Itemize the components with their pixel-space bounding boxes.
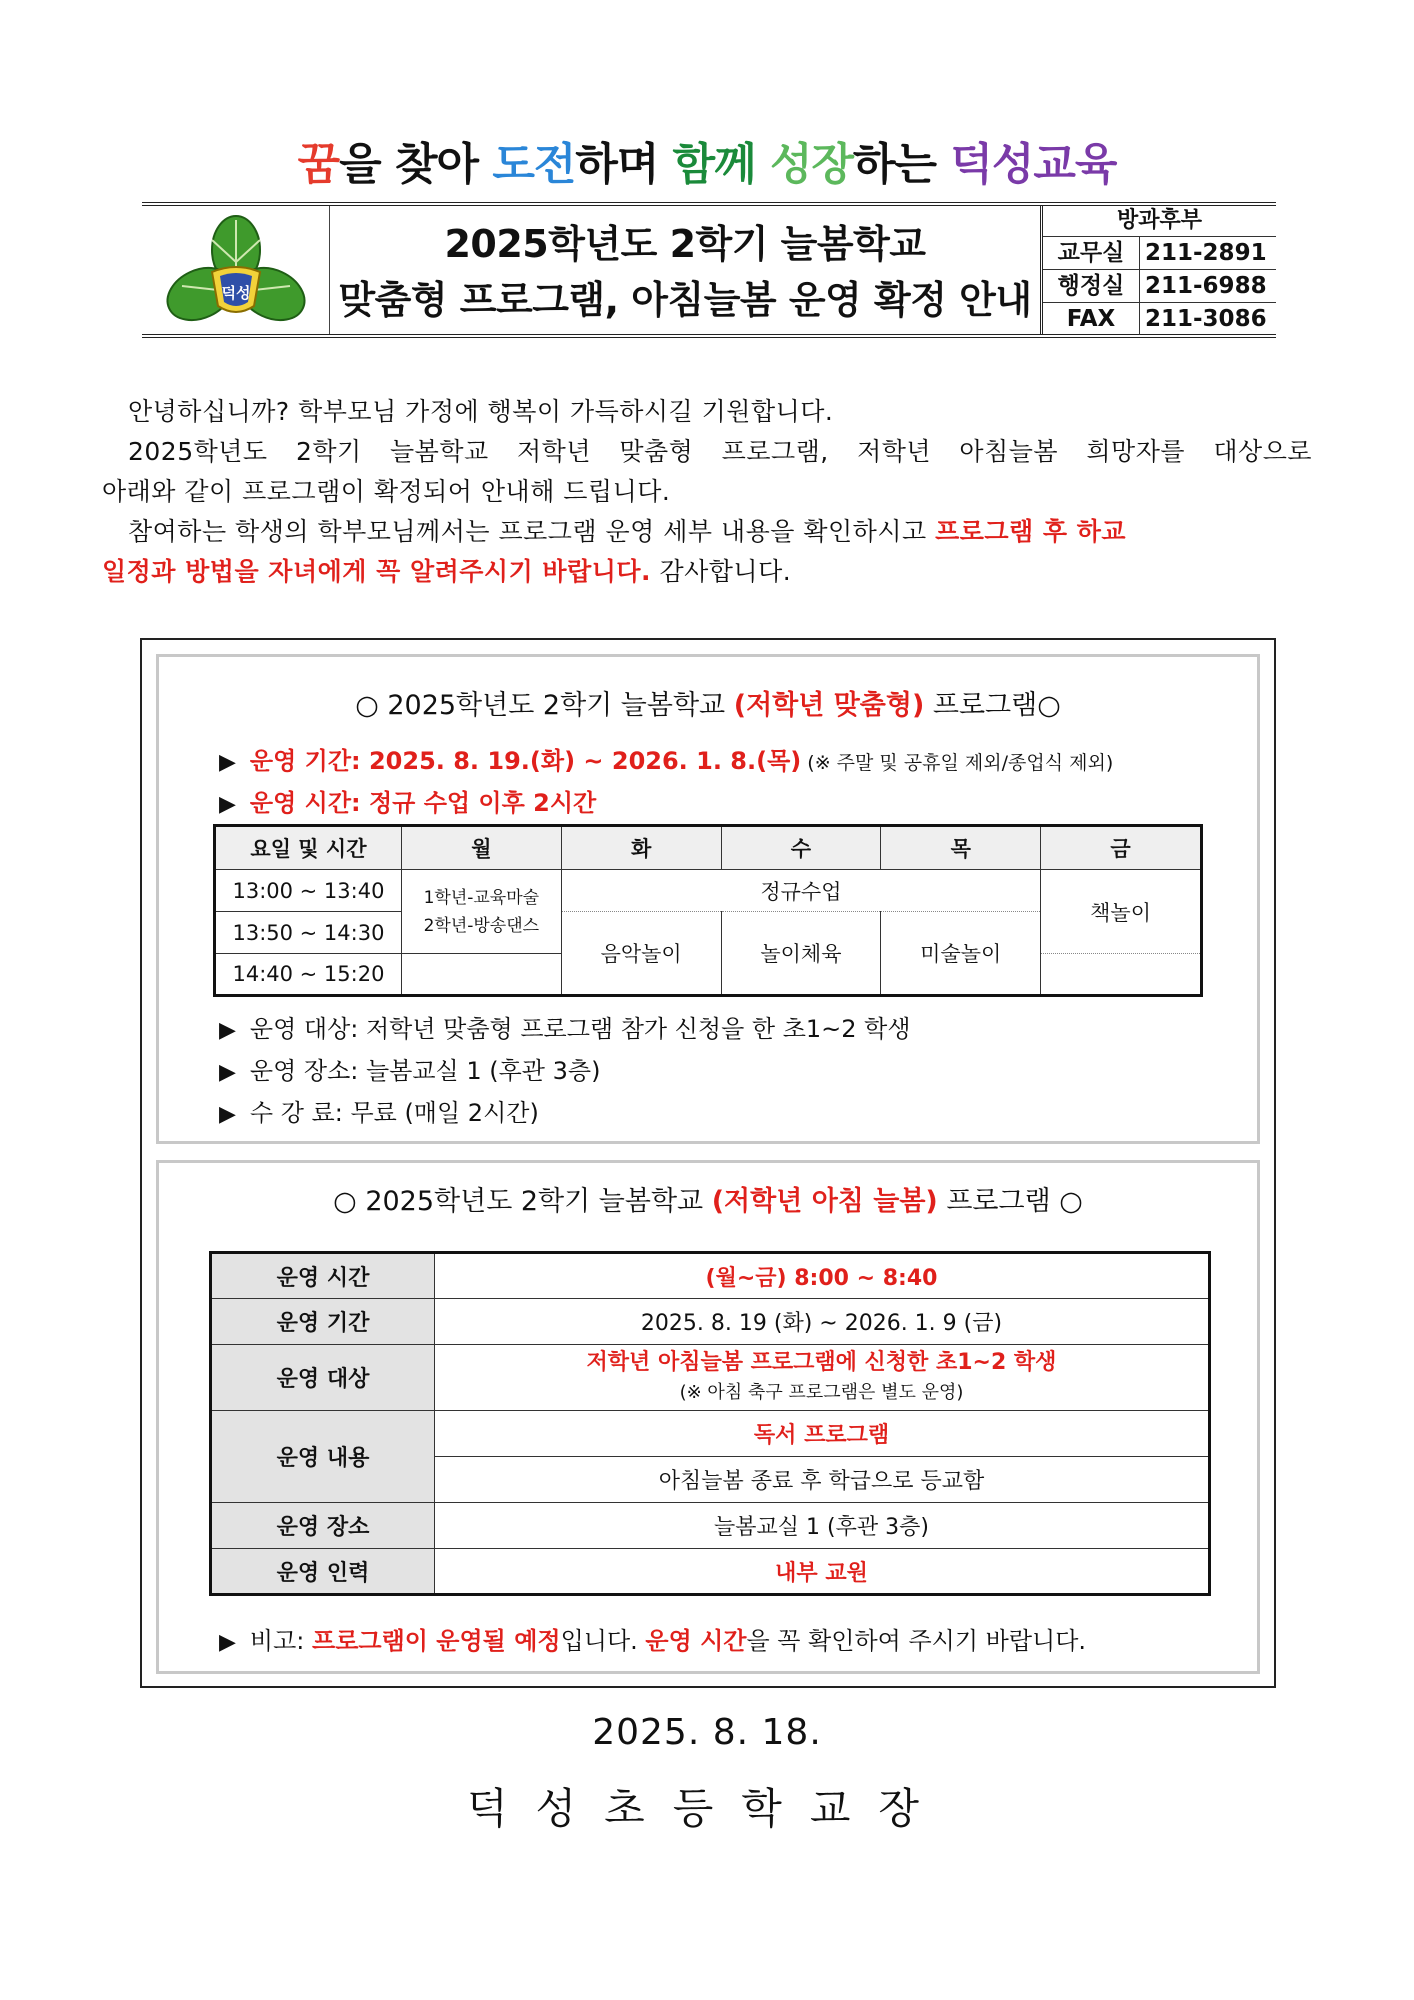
intro-line-3a bbox=[128, 512, 1312, 552]
row-label: 운영 인력 bbox=[211, 1549, 435, 1595]
target-note: (※ 아침 축구 프로그램은 별도 운영) bbox=[679, 1381, 964, 1403]
contact-number: 211-3086 bbox=[1145, 306, 1267, 332]
motto-part-9: 덕성교육 bbox=[950, 139, 1117, 190]
box2-title-post: 프로그램 ○ bbox=[937, 1186, 1083, 1217]
intro-text: 참여하는 학생의 학부모님께서는 프로그램 운영 세부 내용을 확인하시고 bbox=[128, 517, 936, 546]
intro-greeting: 안녕하십니까? 학부모님 가정에 행복이 가득하시길 기원합니다. bbox=[128, 397, 834, 426]
wednesday-program: 놀이체육 bbox=[721, 912, 881, 996]
intro-line-2b: 아래와 같이 프로그램이 확정되어 안내해 드립니다. bbox=[102, 477, 671, 506]
note-pre: 비고: bbox=[249, 1627, 313, 1655]
note-mid: 입니다. bbox=[560, 1627, 646, 1655]
letter-date: 2025. 8. 18. bbox=[592, 1712, 822, 1753]
letter-header bbox=[142, 202, 1276, 338]
contact-row-office bbox=[1043, 237, 1276, 270]
contact-label: FAX bbox=[1043, 303, 1140, 335]
box1-title bbox=[159, 683, 1257, 722]
row-label: 운영 내용 bbox=[211, 1411, 435, 1503]
motto-part-6: 함께 bbox=[672, 139, 770, 190]
place-value: 늘봄교실 1 (후관 3층) bbox=[435, 1503, 1210, 1549]
triangle-bullet-icon: ▶ bbox=[219, 1018, 236, 1043]
box1-target bbox=[219, 1009, 911, 1044]
intro-emphasis: 일정과 방법을 자녀에게 꼭 알려주시기 바랍니다. bbox=[102, 557, 652, 586]
title-cell bbox=[330, 206, 1040, 334]
monday-line-1: 1학년-교육마술 bbox=[423, 887, 540, 908]
staff-value: 내부 교원 bbox=[435, 1549, 1210, 1595]
title-line-1: 2025학년도 2학기 늘봄학교 bbox=[444, 222, 926, 266]
note-post: 을 꼭 확인하여 주시기 바랍니다. bbox=[746, 1627, 1087, 1655]
contact-number: 211-2891 bbox=[1145, 240, 1267, 266]
intro-emphasis: 프로그램 후 하교 bbox=[935, 517, 1127, 546]
period-value: 2025. 8. 19 (화) ~ 2026. 1. 9 (금) bbox=[435, 1299, 1210, 1345]
contact-row-fax bbox=[1043, 303, 1276, 335]
time-slot-1: 13:00 ~ 13:40 bbox=[215, 870, 402, 912]
time-slot-2: 13:50 ~ 14:30 bbox=[215, 912, 402, 954]
box1-fee bbox=[219, 1093, 539, 1128]
triangle-bullet-icon: ▶ bbox=[219, 750, 236, 775]
schedule-header: 요일 및 시간 bbox=[215, 826, 402, 870]
monday-line-2: 2학년-방송댄스 bbox=[423, 915, 540, 936]
box2-note bbox=[219, 1621, 1086, 1656]
time-value: (월~금) 8:00 ~ 8:40 bbox=[435, 1253, 1210, 1299]
note-emphasis-2: 운영 시간 bbox=[645, 1627, 747, 1655]
box1-period-note: (※ 주말 및 공휴일 제외/종업식 제외) bbox=[801, 752, 1114, 774]
box1-place-text: 운영 장소: 늘봄교실 1 (후관 3층) bbox=[249, 1057, 601, 1085]
monday-empty-cell bbox=[401, 954, 561, 996]
friday-empty-cell bbox=[1041, 954, 1202, 996]
school-logo-icon bbox=[142, 206, 330, 334]
box1-title-pre: ○ 2025학년도 2학기 늘봄학교 bbox=[355, 690, 734, 721]
intro-text: 감사합니다. bbox=[651, 557, 792, 586]
motto-part-1: 꿈 bbox=[297, 139, 340, 190]
contact-label: 행정실 bbox=[1043, 270, 1140, 302]
school-logo-cell bbox=[142, 206, 330, 334]
box2-title-emphasis: (저학년 아침 늘봄) bbox=[711, 1186, 938, 1217]
logo-text: 덕성 bbox=[221, 284, 251, 302]
schedule-header: 금 bbox=[1041, 826, 1202, 870]
contact-number: 211-6988 bbox=[1145, 273, 1267, 299]
friday-program: 책놀이 bbox=[1041, 870, 1202, 954]
motto-part-5: 하며 bbox=[575, 139, 673, 190]
time-slot-3: 14:40 ~ 15:20 bbox=[215, 954, 402, 996]
target-value: 저학년 아침늘봄 프로그램에 신청한 초1~2 학생 bbox=[586, 1349, 1057, 1375]
triangle-bullet-icon: ▶ bbox=[219, 1060, 236, 1085]
box1-target-text: 운영 대상: 저학년 맞춤형 프로그램 참가 신청을 한 초1~2 학생 bbox=[249, 1015, 911, 1043]
box2-title bbox=[159, 1179, 1257, 1218]
row-label: 운영 장소 bbox=[211, 1503, 435, 1549]
motto-part-3: 찾아 bbox=[394, 139, 493, 190]
tuesday-program: 음악놀이 bbox=[561, 912, 721, 996]
motto-part-2: 을 bbox=[339, 139, 395, 190]
box1-time bbox=[219, 783, 596, 818]
morning-program-box bbox=[156, 1160, 1260, 1674]
thursday-program: 미술놀이 bbox=[881, 912, 1041, 996]
contact-label: 교무실 bbox=[1043, 237, 1140, 269]
box1-fee-text: 수 강 료: 무료 (매일 2시간) bbox=[249, 1099, 539, 1127]
content-value-2: 아침늘봄 종료 후 학급으로 등교함 bbox=[435, 1457, 1210, 1503]
contact-row-admin bbox=[1043, 270, 1276, 303]
morning-program-table bbox=[209, 1251, 1211, 1596]
row-label: 운영 시간 bbox=[211, 1253, 435, 1299]
school-motto bbox=[0, 128, 1414, 192]
triangle-bullet-icon: ▶ bbox=[219, 1630, 236, 1655]
school-principal-signature: 덕성초등학교장 bbox=[466, 1784, 947, 1833]
box1-title-emphasis: (저학년 맞춤형) bbox=[733, 690, 925, 721]
triangle-bullet-icon: ▶ bbox=[219, 1102, 236, 1127]
box1-title-post: 프로그램○ bbox=[924, 690, 1061, 721]
schedule-header: 수 bbox=[721, 826, 881, 870]
weekly-schedule-table bbox=[213, 824, 1203, 997]
contact-box bbox=[1040, 206, 1276, 334]
program-outer-box bbox=[140, 638, 1276, 1688]
intro-line-2a: 2025학년도 2학기 늘봄학교 저학년 맞춤형 프로그램, 저학년 아침늘봄 희망자를 대상으로 bbox=[128, 437, 1312, 466]
schedule-header: 월 bbox=[401, 826, 561, 870]
box1-place bbox=[219, 1051, 600, 1086]
schedule-header: 화 bbox=[561, 826, 721, 870]
triangle-bullet-icon: ▶ bbox=[219, 792, 236, 817]
intro-line-3b bbox=[102, 552, 1312, 592]
motto-part-8: 하는 bbox=[853, 139, 951, 190]
target-value-cell bbox=[435, 1345, 1210, 1411]
box2-title-pre: ○ 2025학년도 2학기 늘봄학교 bbox=[333, 1186, 712, 1217]
motto-part-7: 성장 bbox=[769, 139, 853, 190]
afterschool-program-box bbox=[156, 654, 1260, 1144]
monday-program bbox=[401, 870, 561, 954]
regular-class-cell: 정규수업 bbox=[561, 870, 1040, 912]
title-line-2: 맞춤형 프로그램, 아침늘봄 운영 확정 안내 bbox=[338, 278, 1032, 322]
note-emphasis-1: 프로그램이 운영될 예정 bbox=[312, 1627, 561, 1655]
box1-period-text: 운영 기간: 2025. 8. 19.(화) ~ 2026. 1. 8.(목) bbox=[249, 747, 802, 775]
box1-period bbox=[219, 741, 1113, 776]
content-value-1: 독서 프로그램 bbox=[435, 1411, 1210, 1457]
box1-time-text: 운영 시간: 정규 수업 이후 2시간 bbox=[249, 789, 597, 817]
schedule-header: 목 bbox=[881, 826, 1041, 870]
motto-part-4: 도전 bbox=[492, 139, 576, 190]
row-label: 운영 기간 bbox=[211, 1299, 435, 1345]
contact-title: 방과후부 bbox=[1043, 206, 1276, 237]
row-label: 운영 대상 bbox=[211, 1345, 435, 1411]
